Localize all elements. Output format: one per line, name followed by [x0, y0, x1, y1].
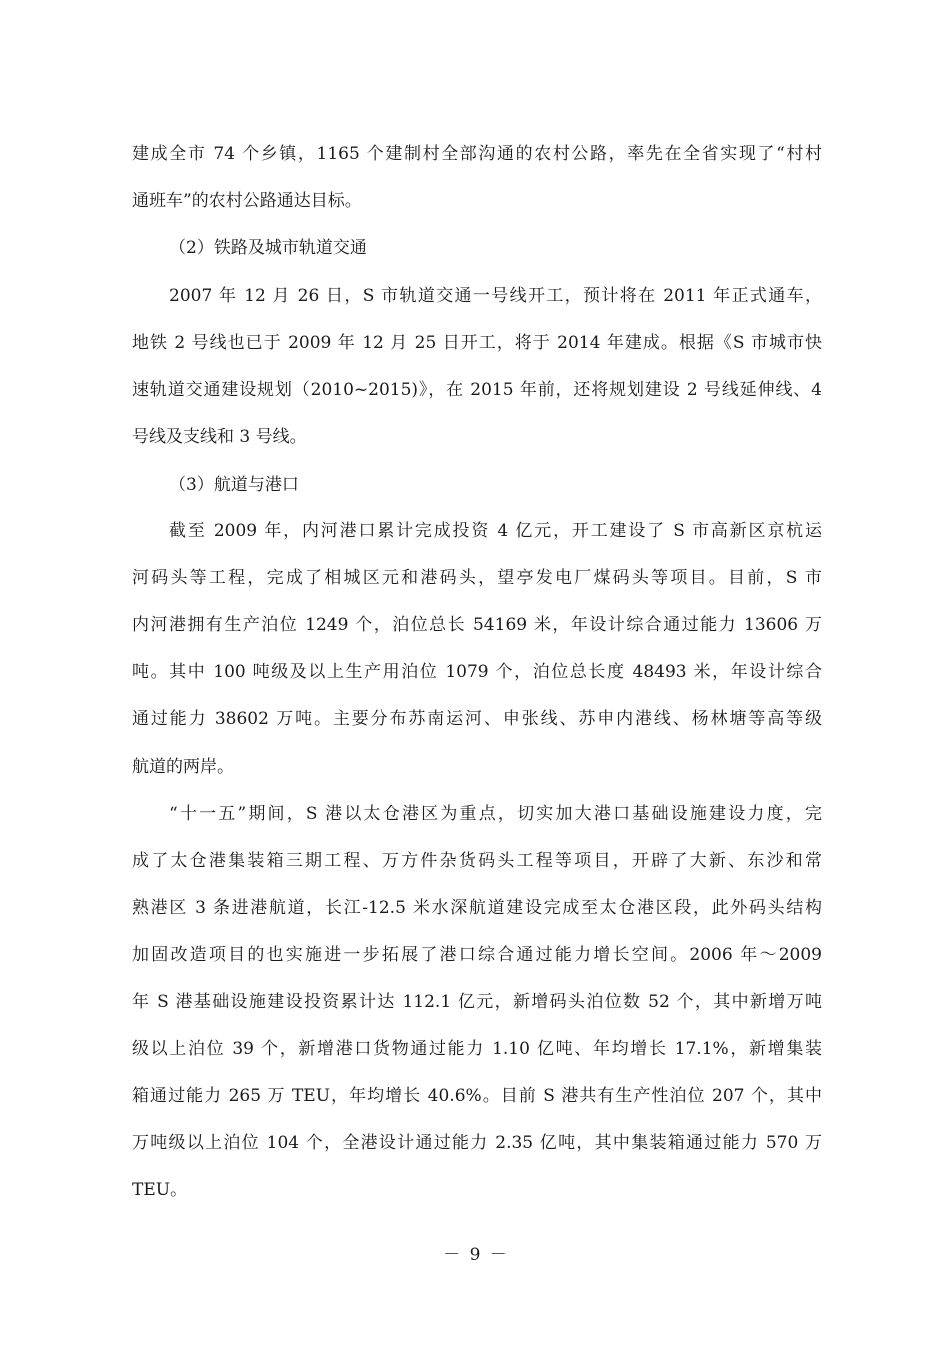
text-line: 通过能力 38602 万吨。主要分布苏南运河、申张线、苏申内港线、杨林塘等高等级	[132, 709, 822, 729]
text-line: 级以上泊位 39 个，新增港口货物通过能力 1.10 亿吨、年均增长 17.1%，新增集装	[132, 1039, 822, 1059]
text-line: 号线及支线和 3 号线。	[132, 427, 307, 447]
text-line: 成了太仓港集装箱三期工程、万方件杂货码头工程等项目，开辟了大新、东沙和常	[132, 851, 822, 871]
text-line: 截至 2009 年，内河港口累计完成投资 4 亿元，开工建设了 S 市高新区京杭运	[169, 521, 822, 541]
text-line: 熟港区 3 条进港航道，长江-12.5 米水深航道建设完成至太仓港区段，此外码头结构	[132, 898, 822, 918]
text-line: 内河港拥有生产泊位 1249 个，泊位总长 54169 米，年设计综合通过能力 13606 万	[132, 615, 822, 635]
page-number: － 9 －	[443, 1245, 509, 1265]
section-heading: （2）铁路及城市轨道交通	[169, 238, 367, 258]
text-line: “十一五”期间，S 港以太仓港区为重点，切实加大港口基础设施建设力度，完	[169, 804, 822, 824]
text-line: 速轨道交通建设规划（2010~2015)》，在 2015 年前，还将规划建设 2 号线延伸线、4	[132, 380, 822, 400]
text-line: 2007 年 12 月 26 日，S 市轨道交通一号线开工，预计将在 2011 年正式通车，	[169, 286, 822, 306]
text-line: 加固改造项目的也实施进一步拓展了港口综合通过能力增长空间。2006 年～2009	[132, 945, 822, 965]
text-line: 万吨级以上泊位 104 个，全港设计通过能力 2.35 亿吨，其中集装箱通过能力 570 万	[132, 1133, 822, 1153]
text-line: 年 S 港基础设施建设投资累计达 112.1 亿元，新增码头泊位数 52 个，其中新增万吨	[132, 992, 822, 1012]
text-line: 地铁 2 号线也已于 2009 年 12 月 25 日开工，将于 2014 年建成。根据《S 市城市快	[132, 333, 822, 353]
section-heading: （3）航道与港口	[169, 475, 299, 495]
text-line: 通班车”的农村公路通达目标。	[132, 191, 362, 211]
text-line: 箱通过能力 265 万 TEU，年均增长 40.6%。目前 S 港共有生产性泊位 207 个，其中	[132, 1086, 822, 1106]
text-line: TEU。	[132, 1180, 188, 1200]
text-line: 河码头等工程，完成了相城区元和港码头，望亭发电厂煤码头等项目。目前，S 市	[132, 568, 822, 588]
text-line: 航道的两岸。	[132, 757, 234, 777]
text-line: 建成全市 74 个乡镇，1165 个建制村全部沟通的农村公路，率先在全省实现了“村村	[132, 144, 822, 164]
text-line: 吨。其中 100 吨级及以上生产用泊位 1079 个，泊位总长度 48493 米，年设计综合	[132, 662, 822, 682]
